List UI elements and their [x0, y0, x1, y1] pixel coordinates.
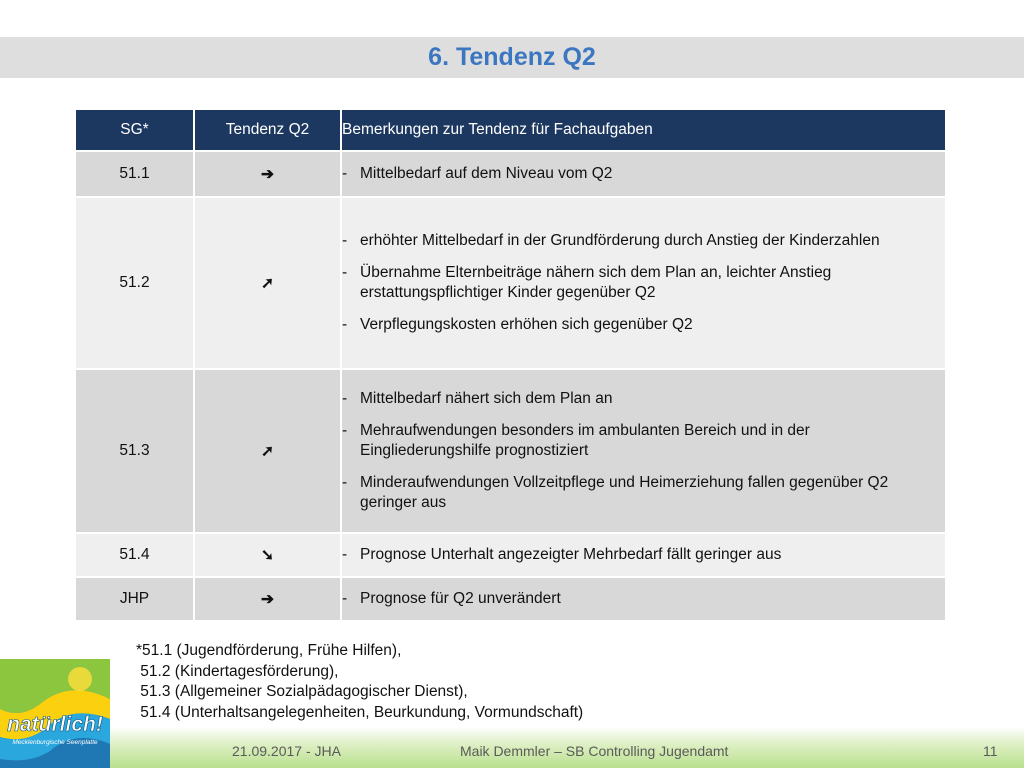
logo	[0, 659, 110, 768]
arrow-down-right-icon: ➘	[195, 534, 342, 576]
remarks-cell	[342, 152, 947, 196]
svg-text:natürlich!: natürlich!	[7, 713, 103, 736]
logo-graphic	[0, 659, 110, 768]
header-trend: Tendenz Q2	[195, 110, 342, 150]
svg-text:Mecklenburgische Seenplatte: Mecklenburgische Seenplatte	[12, 739, 98, 746]
footnote-line: 51.3 (Allgemeiner Sozialpädagogischer Dienst),	[136, 683, 468, 700]
arrow-up-right-icon: ➚	[195, 370, 342, 532]
remark-item: - Übernahme Elternbeiträge nähern sich dem Plan an, leichter Anstieg erstattungspflichtiger Kinder gegenüber Q2	[342, 264, 832, 301]
footnote-line: 51.4 (Unterhaltsangelegenheiten, Beurkundung, Vormundschaft)	[136, 703, 584, 721]
arrow-right-icon: ➔	[195, 578, 342, 620]
page-number: 11	[983, 743, 998, 759]
slide-title: 6. Tendenz Q2	[428, 43, 596, 71]
remark-item: - erhöhter Mittelbedarf in der Grundförderung durch Anstieg der Kinderzahlen	[342, 232, 880, 249]
footnote-line: *51.1 (Jugendförderung, Frühe Hilfen),	[136, 642, 402, 659]
sg-cell: 51.4	[76, 534, 195, 576]
arrow-right-icon: ➔	[195, 152, 342, 196]
arrow-up-right-icon: ➚	[195, 198, 342, 368]
remark-item: - Prognose Unterhalt angezeigter Mehrbedarf fällt geringer aus	[342, 546, 782, 563]
header-remarks: Bemerkungen zur Tendenz für Fachaufgaben	[342, 110, 947, 150]
footnote	[136, 641, 583, 723]
remark-item: - Mittelbedarf auf dem Niveau vom Q2	[342, 165, 613, 182]
remark-item: - Prognose für Q2 unverändert	[342, 590, 561, 607]
remarks-cell	[342, 578, 947, 620]
table-row	[76, 198, 947, 368]
table-row	[76, 152, 947, 196]
header-sg: SG*	[76, 110, 195, 150]
remark-item: - Mehraufwendungen besonders im ambulanten Bereich und in der Eingliederungshilfe prognostiziert	[342, 422, 810, 459]
footer-date: 21.09.2017 - JHA	[232, 743, 341, 759]
sg-cell: JHP	[76, 578, 195, 620]
remark-item: - Minderaufwendungen Vollzeitpflege und Heimerziehung fallen gegenüber Q2 geringer aus	[342, 474, 889, 511]
sg-cell: 51.3	[76, 370, 195, 532]
sg-cell: 51.1	[76, 152, 195, 196]
remarks-cell	[342, 198, 947, 368]
footnote-line: 51.2 (Kindertagesförderung),	[136, 662, 339, 680]
sg-cell: 51.2	[76, 198, 195, 368]
table-header-row	[76, 110, 947, 150]
remarks-cell	[342, 534, 947, 576]
remark-item: - Verpflegungskosten erhöhen sich gegenüber Q2	[342, 316, 693, 333]
table-row	[76, 370, 947, 532]
remarks-cell	[342, 370, 947, 532]
trend-table	[76, 108, 947, 622]
footer-author: Maik Demmler – SB Controlling Jugendamt	[460, 743, 729, 759]
remark-item: - Mittelbedarf nähert sich dem Plan an	[342, 390, 613, 407]
table-row	[76, 578, 947, 620]
table-row	[76, 534, 947, 576]
